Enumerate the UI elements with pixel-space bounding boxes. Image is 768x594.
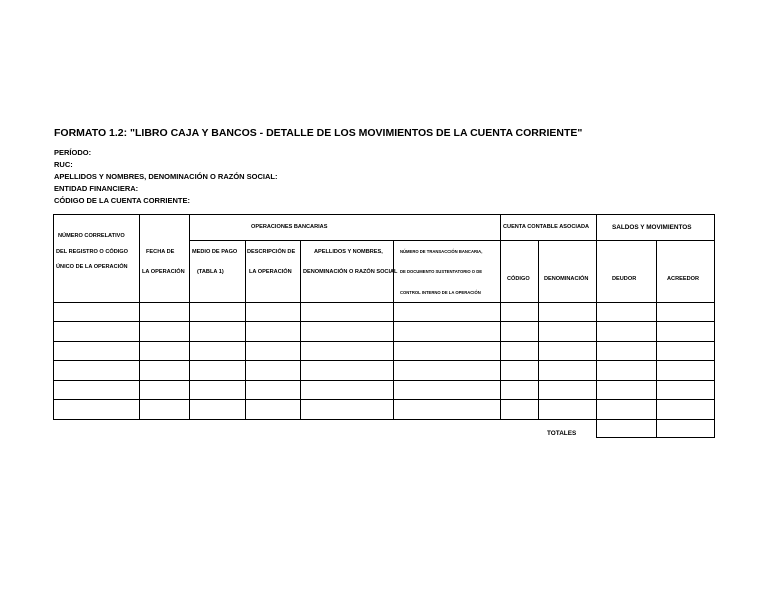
field-razon-social: APELLIDOS Y NOMBRES, DENOMINACIÓN O RAZÓN SOCIAL: [54,172,278,181]
header-codigo: CÓDIGO [507,276,530,282]
header-correlativo-line2: DEL REGISTRO O CÓDIGO [56,249,129,255]
field-entidad-financiera: ENTIDAD FINANCIERA: [54,184,139,193]
field-ruc: RUC: [54,160,73,169]
field-periodo: PERÍODO: [54,148,92,157]
header-apellidos-line1: APELLIDOS Y NOMBRES, [314,249,383,255]
header-fecha-line1: FECHA DE [146,249,175,255]
header-transaccion-line1: NÚMERO DE TRANSACCIÓN BANCARIA, [400,249,483,254]
document-title: FORMATO 1.2: "LIBRO CAJA Y BANCOS - DETALLE DE LOS MOVIMIENTOS DE LA CUENTA CORRIENTE" [54,127,583,139]
header-transaccion-line3: CONTROL INTERNO DE LA OPERACIÓN [400,290,481,295]
table-border [54,215,715,420]
header-saldos-movimientos: SALDOS Y MOVIMIENTOS [612,224,692,231]
header-denominacion: DENOMINACIÓN [544,276,589,282]
header-correlativo-line1: NÚMERO CORRELATIVO [58,233,125,239]
header-fecha-line2: LA OPERACIÓN [142,269,185,275]
total-deudor-cell [597,420,657,438]
total-acreedor-cell [657,420,715,438]
header-medio-pago-line2: (TABLA 1) [197,269,224,275]
header-correlativo-line3: ÚNICO DE LA OPERACIÓN [56,264,128,270]
totals-label: TOTALES [547,430,577,437]
header-descripcion-line1: DESCRIPCIÓN DE [247,249,296,255]
header-operaciones-bancarias: OPERACIONES BANCARIAS [251,224,328,230]
field-codigo-cuenta: CÓDIGO DE LA CUENTA CORRIENTE: [54,196,190,205]
header-deudor: DEUDOR [612,276,637,282]
header-descripcion-line2: LA OPERACIÓN [249,269,292,275]
header-apellidos-line2: DENOMINACIÓN O RAZÓN SOCIAL [303,269,398,275]
header-medio-pago-line1: MEDIO DE PAGO [192,249,238,255]
header-acreedor: ACREEDOR [667,276,700,282]
header-cuenta-contable: CUENTA CONTABLE ASOCIADA [503,224,590,230]
header-transaccion-line2: DE DOCUMENTO SUSTENTATORIO O DE [400,269,483,274]
